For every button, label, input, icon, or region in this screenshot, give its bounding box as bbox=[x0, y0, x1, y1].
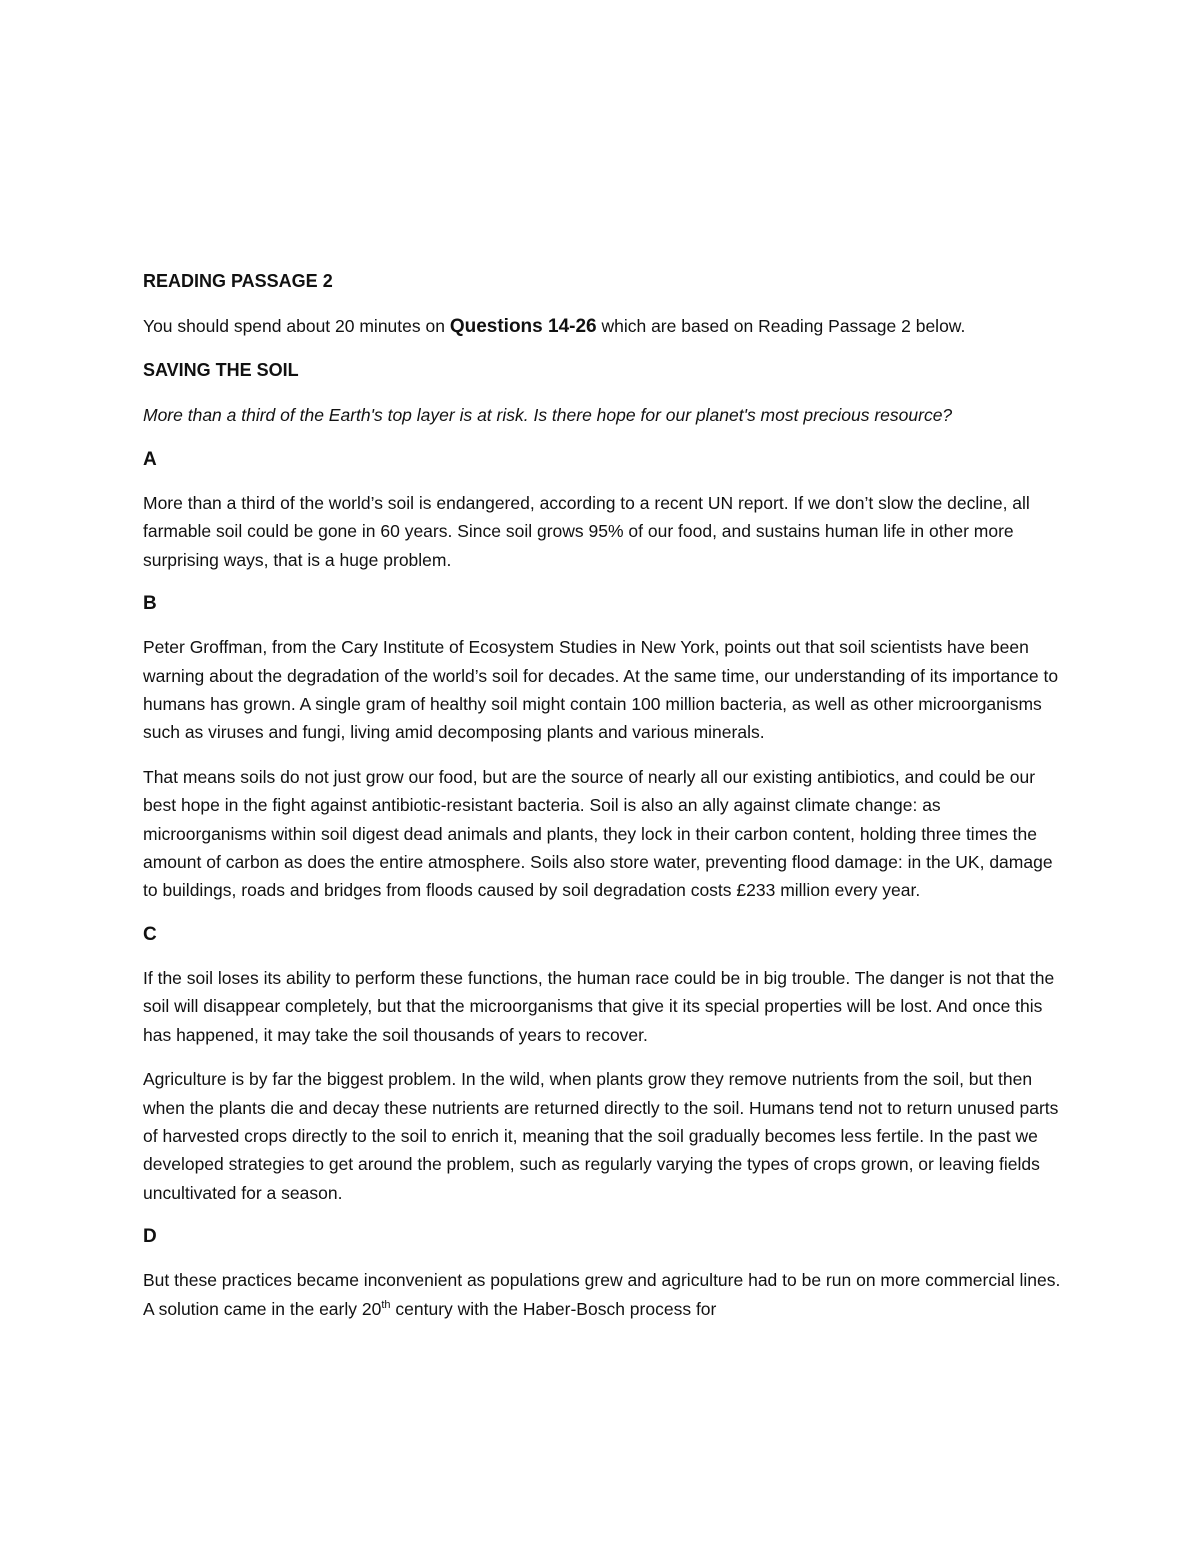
section-b-paragraph-1: Peter Groffman, from the Cary Institute of Ecosystem Studies in New York, points out that soil scientists have been warning about the degradation of the world’s soil for decades. At the same time, our understanding of its importance to humans has grown. A single gram of healthy soil might contain 100 million bacteria, as well as other microorganisms such as viruses and fungi, living amid decomposing plants and various minerals. bbox=[143, 637, 1059, 743]
section-letter-c: C bbox=[143, 923, 157, 945]
section-a-paragraph-1: More than a third of the world’s soil is endangered, according to a recent UN report. If we don’t slow the decline, all farmable soil could be gone in 60 years. Since soil grows 95% of our food, and sustains human life in other more surprising ways, that is a huge problem. bbox=[143, 493, 1030, 570]
section-d-paragraph-1 bbox=[143, 1266, 1063, 1323]
instructions-text-end: which are based on Reading Passage 2 below. bbox=[596, 316, 966, 336]
questions-reference: Questions 14-26 bbox=[449, 316, 597, 337]
instructions-text: You should spend about 20 minutes on bbox=[143, 316, 450, 336]
section-d-text: But these practices became inconvenient as populations grew and agriculture had to be run on more commercial lines. A solution came in the early 20 bbox=[143, 1270, 1061, 1319]
section-b-paragraph-2: That means soils do not just grow our food, but are the source of nearly all our existing antibiotics, and could be our best hope in the fight against antibiotic-resistant bacteria. Soil is also an ally against climate change: as microorganisms within soil digest dead animals and plants, they lock in their carbon content, holding three times the amount of carbon as does the entire atmosphere. Soils also store water, preventing flood damage: in the UK, damage to buildings, roads and bridges from floods caused by soil degradation costs £233 million every year. bbox=[143, 766, 1053, 901]
section-c-paragraph-1: If the soil loses its ability to perform these functions, the human race could be in big trouble. The danger is not that the soil will disappear completely, but that the microorganisms that give it its special properties will be lost. And once this has happened, it may take the soil thousands of years to recover. bbox=[143, 967, 1055, 1045]
ordinal-suffix: th bbox=[381, 1298, 391, 1311]
passage-title: SAVING THE SOIL bbox=[143, 360, 299, 380]
passage-subtitle: More than a third of the Earth's top layer is at risk. Is there hope for our planet's most precious resource? bbox=[143, 405, 953, 425]
section-d-text-end: century with the Haber-Bosch process for bbox=[390, 1298, 717, 1319]
section-letter-a: A bbox=[143, 449, 157, 470]
section-letter-b: B bbox=[143, 593, 157, 615]
section-c-paragraph-2: Agriculture is by far the biggest problem. In the wild, when plants grow they remove nutrients from the soil, but then when the plants die and decay these nutrients are returned directly to the soil. Humans tend not to return unused parts of harvested crops directly to the soil to enrich it, meaning that the soil gradually becomes less fertile. In the past we developed strategies to get around the problem, such as regularly varying the types of crops grown, or leaving fields uncultivated for a season. bbox=[143, 1069, 1059, 1203]
instructions bbox=[143, 312, 1063, 341]
section-letter-d: D bbox=[143, 1226, 157, 1248]
document-page bbox=[143, 267, 1063, 1339]
passage-heading: READING PASSAGE 2 bbox=[143, 271, 333, 291]
